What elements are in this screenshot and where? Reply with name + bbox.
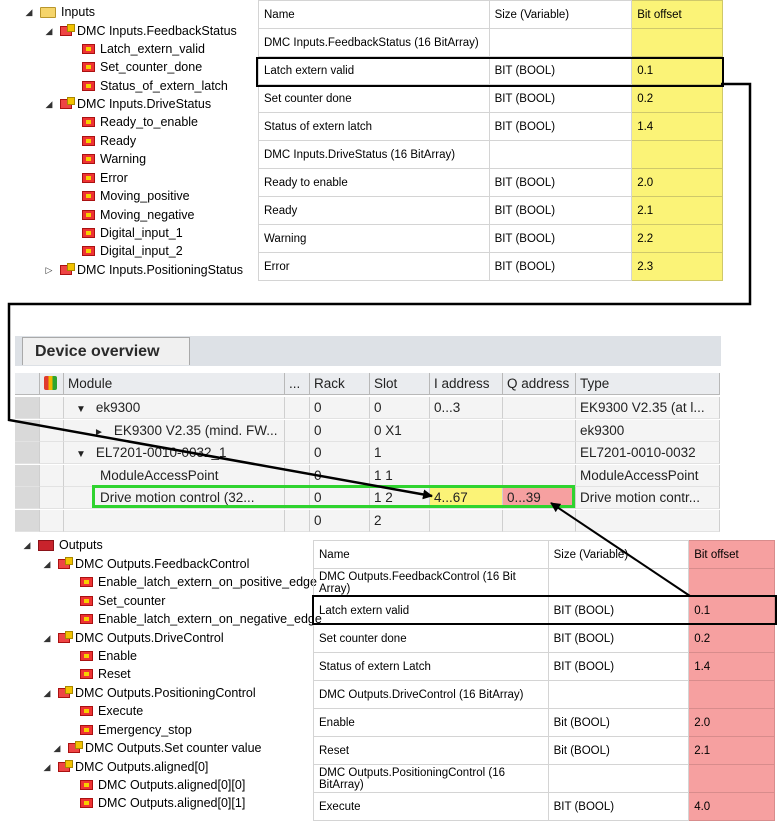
table-row[interactable]	[314, 737, 775, 765]
bit-offset-cell: 4.0	[689, 793, 775, 821]
inputs-tree-node-label: Status_of_extern_latch	[100, 79, 228, 93]
i-address-cell	[430, 510, 503, 532]
type-cell	[576, 465, 720, 487]
expanded-triangle-icon[interactable]: ▼	[76, 404, 86, 415]
expanded-triangle-icon[interactable]: ◢	[43, 761, 51, 772]
bit-variable-icon	[80, 798, 93, 808]
i-address-cell-text: 0...3	[434, 400, 461, 415]
q-address-cell-text: 0...39	[507, 490, 541, 505]
outputs-tree-node-label: DMC Outputs.aligned[0]	[75, 760, 209, 774]
table-row[interactable]	[259, 197, 723, 225]
inputs-offset-table	[258, 0, 723, 281]
bit-variable-icon	[80, 614, 93, 624]
size-cell: BIT (BOOL)	[489, 57, 632, 85]
expanded-triangle-icon[interactable]: ◢	[43, 687, 51, 698]
slot-cell	[370, 420, 430, 442]
tab-device-overview[interactable]: Device overview	[22, 337, 190, 365]
name-cell: Status of extern Latch	[314, 653, 549, 681]
name-cell: Set counter done	[314, 625, 549, 653]
grid-cell	[15, 465, 40, 487]
bit-offset-cell: 0.2	[689, 625, 775, 653]
slot-cell-text: 0 X1	[374, 422, 402, 438]
module-cell	[64, 397, 285, 419]
module-cell	[64, 420, 285, 442]
outputs-tree-node[interactable]	[80, 702, 143, 720]
expanded-triangle-icon[interactable]: ◢	[45, 25, 53, 36]
outputs-tree-node-label: Reset	[98, 667, 131, 681]
grid-cell	[15, 487, 40, 509]
device-table-row[interactable]	[15, 420, 720, 442]
grid-cell	[40, 442, 64, 464]
table-row[interactable]	[314, 625, 775, 653]
outputs-tree-node[interactable]	[42, 555, 249, 573]
name-cell: DMC Inputs.FeedbackStatus (16 BitArray)	[259, 29, 490, 57]
name-cell: Ready	[259, 197, 490, 225]
bit-offset-cell: 0.1	[632, 57, 723, 85]
column-header-rack[interactable]: Rack	[310, 373, 370, 395]
bit-variable-icon	[82, 62, 95, 72]
size-cell: BIT (BOOL)	[489, 197, 632, 225]
bit-offset-cell	[632, 29, 723, 57]
rack-cell-text: 0	[314, 490, 322, 505]
inputs-root-node[interactable]	[24, 3, 95, 21]
outputs-tree-node[interactable]	[42, 629, 224, 647]
table-row[interactable]	[259, 141, 723, 169]
outputs-tree-node[interactable]	[80, 647, 137, 665]
outputs-offset-table	[313, 540, 775, 821]
inputs-latch-row-highlight	[256, 57, 724, 87]
expanded-triangle-icon[interactable]: ◢	[25, 6, 33, 17]
slot-cell	[370, 487, 430, 509]
rack-cell	[310, 442, 370, 464]
column-header-slot[interactable]: Slot	[370, 373, 430, 395]
inputs-tree-node[interactable]	[44, 95, 211, 113]
inputs-tree-node[interactable]	[82, 242, 183, 260]
i-address-cell	[430, 465, 503, 487]
bit-variable-icon	[80, 577, 93, 587]
struct-icon	[58, 762, 70, 772]
column-header[interactable]: Bit offset	[632, 1, 723, 29]
name-cell: Status of extern latch	[259, 113, 490, 141]
size-cell: BIT (BOOL)	[489, 169, 632, 197]
device-status-icon	[44, 376, 57, 390]
outputs-tree-node[interactable]	[80, 573, 317, 591]
bit-offset-cell: 2.0	[689, 709, 775, 737]
module-cell-text: EK9300 V2.35 (mind. FW...	[113, 422, 278, 438]
folder-icon	[38, 540, 54, 551]
size-cell: BIT (BOOL)	[489, 85, 632, 113]
bit-offset-cell: 2.0	[632, 169, 723, 197]
inputs-tree-node[interactable]	[82, 150, 146, 168]
bit-offset-cell: 1.4	[632, 113, 723, 141]
device-table-row[interactable]	[15, 510, 720, 532]
column-header-q-address[interactable]: Q address	[503, 373, 576, 395]
column-header-type[interactable]: Type	[576, 373, 720, 395]
inputs-tree-node-label: Digital_input_1	[100, 226, 183, 240]
struct-icon	[58, 688, 70, 698]
table-row[interactable]	[259, 113, 723, 141]
collapsed-triangle-icon[interactable]: ►	[94, 426, 104, 438]
name-cell: DMC Outputs.PositioningControl (16 BitArray)	[314, 765, 549, 793]
i-address-cell	[430, 487, 503, 509]
module-status-icon[interactable]	[40, 373, 64, 395]
bit-variable-icon	[82, 210, 95, 220]
outputs-tree-node-label: DMC Outputs.aligned[0][1]	[98, 796, 246, 810]
inputs-tree-node-label: DMC Inputs.DriveStatus	[77, 97, 212, 111]
grid-cell	[285, 420, 310, 442]
name-cell: Error	[259, 253, 490, 281]
type-cell-text: EK9300 V2.35 (at l...	[580, 400, 705, 415]
struct-icon	[58, 559, 70, 569]
grid-cell	[285, 487, 310, 509]
grid-cell	[40, 510, 64, 532]
module-cell	[64, 487, 285, 509]
row-selector-header[interactable]	[15, 373, 40, 395]
outputs-tree-node-label: Enable	[98, 649, 137, 663]
bit-variable-icon	[82, 154, 95, 164]
inputs-tree-node[interactable]	[82, 40, 205, 58]
size-cell	[489, 29, 632, 57]
bit-variable-icon	[80, 706, 93, 716]
slot-cell-text: 0	[374, 400, 382, 415]
outputs-tree-node[interactable]	[42, 758, 208, 776]
size-cell	[548, 765, 689, 793]
size-cell	[548, 681, 689, 709]
bit-variable-icon	[82, 191, 95, 201]
inputs-tree-node-label: Ready	[100, 134, 137, 148]
inputs-tree-node[interactable]	[82, 224, 183, 242]
module-cell-text: ModuleAccessPoint	[100, 467, 219, 483]
i-address-cell	[430, 397, 503, 419]
inputs-tree-node-label: Set_counter_done	[100, 60, 203, 74]
column-header[interactable]: Bit offset	[689, 541, 775, 569]
name-cell: Set counter done	[259, 85, 490, 113]
table-row[interactable]	[259, 225, 723, 253]
bit-offset-cell	[689, 681, 775, 709]
bit-variable-icon	[82, 81, 95, 91]
outputs-tree-node[interactable]	[52, 739, 261, 757]
slot-cell-text: 1 2	[374, 490, 393, 505]
column-header-more[interactable]: ...	[285, 373, 310, 395]
slot-cell	[370, 465, 430, 487]
q-address-cell	[503, 442, 576, 464]
size-cell: Bit (BOOL)	[548, 737, 689, 765]
rack-cell-text: 0	[314, 512, 322, 528]
outputs-tree-node-label: DMC Outputs.PositioningControl	[75, 686, 256, 700]
grid-cell	[40, 397, 64, 419]
size-cell: BIT (BOOL)	[548, 625, 689, 653]
slot-cell-text: 2	[374, 512, 382, 528]
bit-variable-icon	[80, 669, 93, 679]
size-cell: BIT (BOOL)	[548, 597, 689, 625]
outputs-tree-node-label: DMC Outputs.aligned[0][0]	[98, 778, 246, 792]
i-address-cell-text: 4...67	[434, 490, 468, 505]
column-header[interactable]: Name	[314, 541, 549, 569]
outputs-tree-node-label: DMC Outputs.DriveControl	[75, 631, 224, 645]
bit-variable-icon	[82, 246, 95, 256]
size-cell: Bit (BOOL)	[548, 709, 689, 737]
grid-cell	[285, 397, 310, 419]
inputs-root-label: Inputs	[61, 5, 96, 19]
bit-variable-icon	[82, 44, 95, 54]
type-cell-text: ek9300	[580, 422, 625, 438]
bit-offset-cell	[689, 765, 775, 793]
device-table-row[interactable]	[15, 465, 720, 487]
bit-variable-icon	[80, 596, 93, 606]
bit-offset-cell: 2.2	[632, 225, 723, 253]
outputs-tree-node-label: DMC Outputs.FeedbackControl	[75, 557, 250, 571]
module-cell	[64, 442, 285, 464]
collapsed-triangle-icon[interactable]: ▷	[45, 264, 53, 275]
name-cell: Warning	[259, 225, 490, 253]
struct-icon	[68, 743, 80, 753]
inputs-tree-node[interactable]	[82, 77, 228, 95]
grid-cell	[15, 510, 40, 532]
size-cell: BIT (BOOL)	[548, 793, 689, 821]
outputs-tree-node[interactable]	[42, 684, 256, 702]
module-cell-text: EL7201-0010-0032_1	[95, 445, 227, 460]
outputs-tree-node-label: Enable_latch_extern_on_positive_edge	[98, 575, 317, 589]
inputs-tree-node[interactable]	[44, 261, 243, 279]
bit-variable-icon	[82, 228, 95, 238]
column-header[interactable]: Name	[259, 1, 490, 29]
outputs-root-label: Outputs	[59, 538, 103, 552]
bit-variable-icon	[80, 780, 93, 790]
outputs-tree-node-label: Emergency_stop	[98, 723, 192, 737]
rack-cell-text: 0	[314, 422, 322, 438]
device-table-row[interactable]	[15, 442, 720, 464]
struct-icon	[60, 26, 72, 36]
i-address-cell	[430, 420, 503, 442]
outputs-tree-node[interactable]	[80, 665, 131, 683]
name-cell: DMC Outputs.FeedbackControl (16 Bit Array)	[314, 569, 549, 597]
rack-cell	[310, 420, 370, 442]
outputs-tree-node[interactable]	[80, 721, 192, 739]
outputs-tree-node[interactable]	[80, 592, 165, 610]
rack-cell	[310, 397, 370, 419]
outputs-tree-node[interactable]	[80, 794, 245, 812]
module-cell-text: ek9300	[95, 400, 141, 415]
grid-cell	[40, 487, 64, 509]
q-address-cell	[503, 487, 576, 509]
type-cell	[576, 420, 720, 442]
q-address-cell	[503, 510, 576, 532]
expanded-triangle-icon[interactable]: ◢	[45, 98, 53, 109]
type-cell	[576, 397, 720, 419]
outputs-root-node[interactable]	[22, 536, 103, 554]
outputs-tree-node-label: DMC Outputs.Set counter value	[85, 741, 262, 755]
bit-offset-cell	[632, 141, 723, 169]
inputs-table-header	[259, 1, 723, 29]
inputs-tree-node-label: Error	[100, 171, 128, 185]
column-header-module[interactable]: Module	[64, 373, 285, 395]
expanded-triangle-icon[interactable]: ◢	[43, 558, 51, 569]
size-cell: BIT (BOOL)	[489, 113, 632, 141]
type-cell-text: ModuleAccessPoint	[580, 467, 699, 483]
inputs-tree-node[interactable]	[82, 169, 128, 187]
bit-offset-cell: 0.2	[632, 85, 723, 113]
grid-cell	[285, 442, 310, 464]
bit-offset-cell: 2.1	[689, 737, 775, 765]
rack-cell	[310, 465, 370, 487]
inputs-tree-node-label: Warning	[100, 152, 147, 166]
table-row[interactable]	[314, 569, 775, 597]
table-row[interactable]	[314, 653, 775, 681]
inputs-tree-node[interactable]	[82, 132, 136, 150]
size-cell: BIT (BOOL)	[548, 653, 689, 681]
bit-offset-cell	[689, 569, 775, 597]
table-row[interactable]	[259, 253, 723, 281]
rack-cell-text: 0	[314, 400, 322, 415]
type-cell	[576, 442, 720, 464]
device-table-row[interactable]	[15, 487, 720, 509]
outputs-tree-node-label: Set_counter	[98, 594, 166, 608]
bit-variable-icon	[82, 117, 95, 127]
outputs-tree-node[interactable]	[80, 610, 322, 628]
slot-cell-text: 1 1	[374, 467, 393, 483]
name-cell: Enable	[314, 709, 549, 737]
table-row[interactable]	[314, 709, 775, 737]
module-cell	[64, 510, 285, 532]
name-cell: DMC Inputs.DriveStatus (16 BitArray)	[259, 141, 490, 169]
q-address-cell	[503, 465, 576, 487]
q-address-cell	[503, 397, 576, 419]
table-row[interactable]	[314, 765, 775, 793]
grid-cell	[15, 397, 40, 419]
q-address-cell	[503, 420, 576, 442]
inputs-tree-node[interactable]	[82, 113, 198, 131]
expanded-triangle-icon[interactable]: ◢	[53, 742, 61, 753]
grid-cell	[40, 420, 64, 442]
rack-cell-text: 0	[314, 467, 322, 483]
table-row[interactable]	[259, 85, 723, 113]
grid-cell	[285, 465, 310, 487]
bit-offset-cell: 1.4	[689, 653, 775, 681]
module-cell	[64, 465, 285, 487]
name-cell: DMC Outputs.DriveControl (16 BitArray)	[314, 681, 549, 709]
bit-offset-cell: 2.1	[632, 197, 723, 225]
table-row[interactable]	[314, 793, 775, 821]
inputs-tree-node-label: DMC Inputs.FeedbackStatus	[77, 24, 237, 38]
expanded-triangle-icon[interactable]: ◢	[43, 632, 51, 643]
name-cell: Execute	[314, 793, 549, 821]
struct-icon	[58, 633, 70, 643]
bit-variable-icon	[80, 651, 93, 661]
inputs-tree-node-label: Latch_extern_valid	[100, 42, 205, 56]
slot-cell	[370, 397, 430, 419]
inputs-tree-node-label: Moving_positive	[100, 189, 190, 203]
struct-icon	[60, 99, 72, 109]
column-header[interactable]: Size (Variable)	[548, 541, 689, 569]
grid-cell	[15, 420, 40, 442]
folder-icon	[40, 7, 56, 18]
rack-cell	[310, 487, 370, 509]
inputs-tree-node[interactable]	[82, 187, 190, 205]
size-cell	[548, 569, 689, 597]
rack-cell-text: 0	[314, 445, 322, 460]
device-table-row[interactable]	[15, 397, 720, 419]
bit-variable-icon	[80, 725, 93, 735]
inputs-tree-node-label: Moving_negative	[100, 208, 195, 222]
outputs-tree-node-label: Execute	[98, 704, 144, 718]
expanded-triangle-icon[interactable]: ◢	[23, 539, 31, 550]
type-cell	[576, 487, 720, 509]
name-cell: Ready to enable	[259, 169, 490, 197]
slot-cell	[370, 510, 430, 532]
expanded-triangle-icon[interactable]: ▼	[76, 449, 86, 460]
module-cell-text: Drive motion control (32...	[100, 490, 255, 505]
outputs-tree-node[interactable]	[80, 776, 245, 794]
column-header-i-address[interactable]: I address	[430, 373, 503, 395]
struct-icon	[60, 265, 72, 275]
size-cell	[489, 141, 632, 169]
inputs-tree-node[interactable]	[44, 22, 237, 40]
slot-cell	[370, 442, 430, 464]
table-row[interactable]	[259, 29, 723, 57]
inputs-tree-node-label: Digital_input_2	[100, 244, 183, 258]
bit-variable-icon	[82, 136, 95, 146]
outputs-table-header	[314, 541, 775, 569]
device-grid-header	[15, 373, 720, 395]
inputs-tree-node-label: Ready_to_enable	[100, 115, 198, 129]
name-cell: Latch extern valid	[314, 597, 549, 625]
grid-cell	[15, 442, 40, 464]
grid-cell	[40, 465, 64, 487]
bit-offset-cell: 2.3	[632, 253, 723, 281]
grid-cell	[285, 510, 310, 532]
inputs-tree-node-label: DMC Inputs.PositioningStatus	[77, 263, 244, 277]
inputs-tree-node[interactable]	[82, 58, 202, 76]
type-cell	[576, 510, 720, 532]
device-overview-grid	[15, 373, 720, 528]
table-row[interactable]	[259, 169, 723, 197]
name-cell: Reset	[314, 737, 549, 765]
inputs-tree-node[interactable]	[82, 206, 195, 224]
bit-variable-icon	[82, 173, 95, 183]
size-cell: BIT (BOOL)	[489, 225, 632, 253]
type-cell-text: Drive motion contr...	[580, 490, 701, 505]
slot-cell-text: 1	[374, 445, 382, 460]
type-cell-text: EL7201-0010-0032	[580, 445, 696, 460]
i-address-cell	[430, 442, 503, 464]
table-row[interactable]	[314, 681, 775, 709]
bit-offset-cell: 0.1	[689, 597, 775, 625]
rack-cell	[310, 510, 370, 532]
column-header[interactable]: Size (Variable)	[489, 1, 632, 29]
name-cell: Latch extern valid	[259, 57, 490, 85]
outputs-latch-row-highlight	[312, 595, 777, 625]
size-cell: BIT (BOOL)	[489, 253, 632, 281]
outputs-tree-node-label: Enable_latch_extern_on_negative_edge	[98, 612, 322, 626]
